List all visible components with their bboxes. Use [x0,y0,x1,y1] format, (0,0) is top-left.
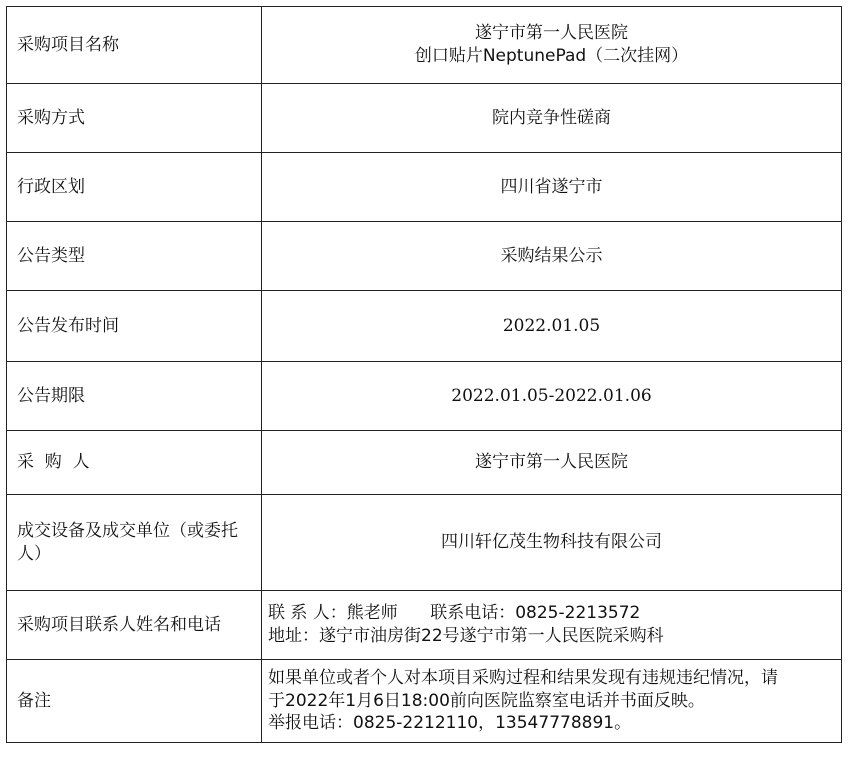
period-label: 公告期限 [7,362,262,431]
contact-line1: 联 系 人：熊老师 联系电话：0825-2213572 [268,603,641,624]
project-name-line1: 遂宁市第一人民医院 [475,23,628,44]
contact-label: 采购项目联系人姓名和电话 [7,591,262,660]
row-purchaser [7,431,842,495]
row-region [7,153,842,222]
project-name-line2: 创口贴片NeptunePad（二次挂网） [414,46,689,66]
method-label: 采购方式 [7,84,262,153]
purchaser-value: 遂宁市第一人民医院 [262,431,842,495]
period-value: 2022.01.05-2022.01.06 [262,362,842,431]
winner-value: 四川轩亿茂生物科技有限公司 [262,495,842,591]
region-label: 行政区划 [7,153,262,222]
remarks-value [262,660,842,743]
row-winner [7,495,842,591]
region-value: 四川省遂宁市 [262,153,842,222]
row-method [7,84,842,153]
row-contact [7,591,842,660]
procurement-info-table [6,6,842,743]
remarks-line3: 举报电话：0825-2212110，13547778891。 [268,713,632,734]
remarks-label: 备注 [7,660,262,743]
notice-type-value: 采购结果公示 [262,222,842,291]
row-remarks [7,660,842,743]
publish-time-label: 公告发布时间 [7,291,262,362]
project-name-value [262,7,842,84]
method-value: 院内竞争性磋商 [262,84,842,153]
row-publish-time [7,291,842,362]
publish-time-value: 2022.01.05 [262,291,842,362]
winner-label: 成交设备及成交单位（或委托人） [7,495,262,591]
project-name-label: 采购项目名称 [7,7,262,84]
purchaser-label: 采 购 人 [7,431,262,495]
notice-type-label: 公告类型 [7,222,262,291]
row-notice-type [7,222,842,291]
row-project-name [7,7,842,84]
remarks-line2: 于2022年1月6日18:00前向医院监察室电话并书面反映。 [268,690,705,711]
row-period [7,362,842,431]
contact-value [262,591,842,660]
remarks-line1: 如果单位或者个人对本项目采购过程和结果发现有违规违纪情况，请 [268,667,778,688]
contact-line2: 地址：遂宁市油房街22号遂宁市第一人民医院采购科 [268,626,664,646]
